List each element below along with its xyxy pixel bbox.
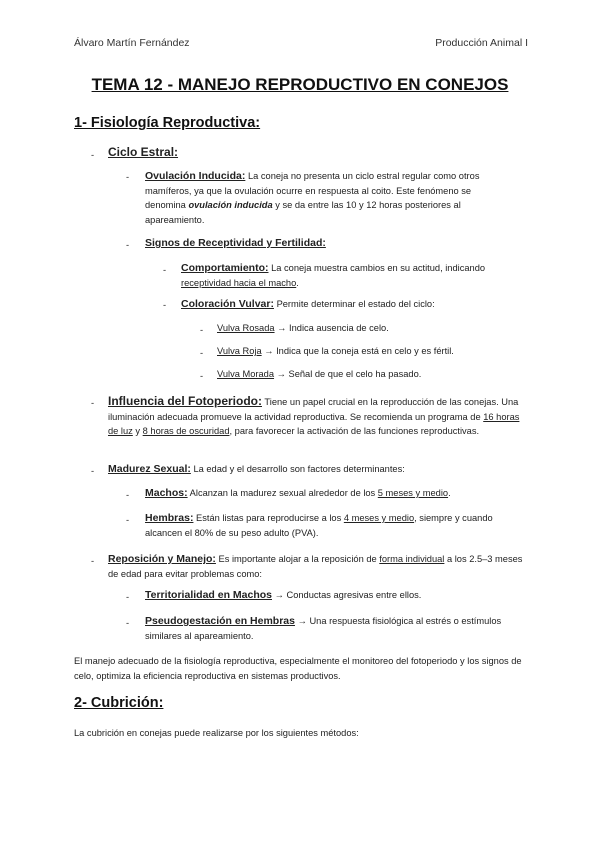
ciclo-estral	[108, 145, 178, 161]
coloracion-label: Coloración Vulvar:	[181, 298, 274, 310]
bullet-dash: -	[163, 265, 167, 275]
comportamiento-label: Comportamiento:	[181, 262, 269, 274]
vulva-roja	[217, 344, 454, 359]
territorialidad-text: → Conductas agresivas entre ellos.	[274, 590, 422, 600]
bullet-dash: -	[91, 398, 95, 408]
bullet-dash: -	[126, 240, 130, 250]
vulva-morada	[217, 367, 421, 382]
comportamiento-text: La coneja muestra cambios en su actitud, indicando	[271, 263, 486, 273]
influencia-fotoperiodo	[108, 394, 528, 439]
bullet-dash: -	[163, 300, 167, 310]
bullet-dash: -	[91, 150, 95, 160]
reposicion-text2: a los 2.5–3 meses de edad para evitar problemas como:	[108, 554, 523, 579]
reposicion-label: Reposición y Manejo:	[108, 553, 216, 565]
header-author: Álvaro Martín Fernández	[74, 37, 190, 49]
ovulacion-text1: La coneja no presenta un ciclo estral regular como otros mamíferos, ya que la ovulación ocurre en respuesta al coito. Este fenómeno se denomina	[145, 171, 480, 210]
bullet-dash: -	[126, 515, 130, 525]
machos-age: 5 meses y medio	[377, 488, 449, 498]
coloracion-text: Permite determinar el estado del ciclo:	[276, 299, 435, 309]
machos-end: .	[448, 488, 451, 498]
bullet-dash: -	[126, 172, 130, 182]
bullet-dash: -	[126, 490, 130, 500]
machos	[145, 486, 525, 501]
hembras	[145, 511, 515, 540]
machos-text: Alcanzan la madurez sexual alrededor de los	[189, 488, 376, 498]
bullet-dash: -	[200, 371, 204, 381]
comportamiento-end: .	[296, 277, 299, 288]
section-heading-cubricion: 2- Cubrición:	[74, 695, 164, 711]
territorialidad-label: Territorialidad en Machos	[145, 589, 272, 601]
ovulacion-text2: y se da entre las 10 y 12 horas posteriores al apareamiento.	[145, 200, 461, 225]
vulva-rosada	[217, 321, 389, 336]
pseudogestacion-label: Pseudogestación en Hembras	[145, 615, 295, 627]
pseudogestacion	[145, 614, 525, 643]
reposicion-text1: Es importante alojar a la reposición de	[218, 554, 377, 564]
vulva-roja-desc: → Indica que la coneja está en celo y es fértil.	[264, 346, 454, 356]
header-course: Producción Animal I	[435, 37, 528, 49]
ovulacion-term: ovulación inducida	[188, 200, 273, 210]
bullet-dash: -	[126, 592, 130, 602]
conclusion-paragraph: El manejo adecuado de la fisiología reproductiva, especialmente el monitoreo del fotoperiodo y los signos de celo, optimiza la eficiencia reproductiva en sistemas productivos.	[74, 656, 522, 681]
bullet-dash: -	[200, 348, 204, 358]
signos-receptividad	[145, 236, 326, 251]
bullet-dash: -	[91, 466, 95, 476]
forma-individual: forma individual	[379, 554, 445, 564]
page-title: TEMA 12 - MANEJO REPRODUCTIVO EN CONEJOS	[91, 75, 509, 94]
hembras-age: 4 meses y medio	[343, 513, 415, 523]
bullet-dash: -	[91, 556, 95, 566]
hembras-label: Hembras:	[145, 512, 194, 524]
ovulacion-label: Ovulación Inducida:	[145, 170, 246, 182]
vulva-rosada-desc: → Indica ausencia de celo.	[277, 323, 389, 333]
fotoperiodo-label: Influencia del Fotoperiodo:	[108, 394, 262, 408]
territorialidad	[145, 588, 421, 603]
machos-label: Machos:	[145, 487, 188, 499]
ovulacion-inducida	[145, 169, 505, 227]
madurez-text: La edad y el desarrollo son factores determinantes:	[193, 464, 405, 474]
signos-label: Signos de Receptividad y Fertilidad:	[145, 237, 326, 249]
comportamiento	[181, 261, 521, 290]
vulva-morada-term: Vulva Morada	[217, 369, 275, 379]
bullet-dash: -	[200, 325, 204, 335]
fotoperiodo-text1: Tiene un papel crucial en la reproducción de las conejas. Una iluminación adecuada promueve la actividad reproductiva. Se recomienda un programa de	[108, 397, 519, 422]
madurez-sexual	[108, 462, 405, 477]
pseudogestacion-text: → Una respuesta fisiológica al estrés o estímulos similares al apareamiento.	[145, 616, 502, 641]
hembras-text2: , siempre y cuando alcancen el 80% de su peso adulto (PVA).	[145, 513, 493, 538]
coloracion-vulvar	[181, 297, 435, 312]
fotoperiodo-y: y	[135, 426, 141, 436]
madurez-label: Madurez Sexual:	[108, 463, 191, 475]
fotoperiodo-text2: , para favorecer la activación de las funciones reproductivas.	[229, 426, 480, 436]
vulva-roja-term: Vulva Roja	[217, 346, 262, 356]
cubricion-intro: La cubrición en conejas puede realizarse por los siguientes métodos:	[74, 728, 359, 738]
reposicion-manejo	[108, 552, 528, 581]
bullet-dash: -	[126, 618, 130, 628]
vulva-morada-desc: → Señal de que el celo ha pasado.	[276, 369, 422, 379]
vulva-rosada-term: Vulva Rosada	[217, 323, 275, 333]
ciclo-estral-label: Ciclo Estral:	[108, 145, 179, 159]
horas-luz: 16 horas de luz	[108, 411, 520, 436]
hembras-text1: Están listas para reproducirse a los	[196, 513, 342, 523]
horas-oscuridad: 8 horas de oscuridad	[142, 426, 230, 436]
section-heading-fisiologia: 1- Fisiología Reproductiva:	[74, 115, 261, 131]
receptividad-link: receptividad hacia el macho	[181, 277, 297, 288]
